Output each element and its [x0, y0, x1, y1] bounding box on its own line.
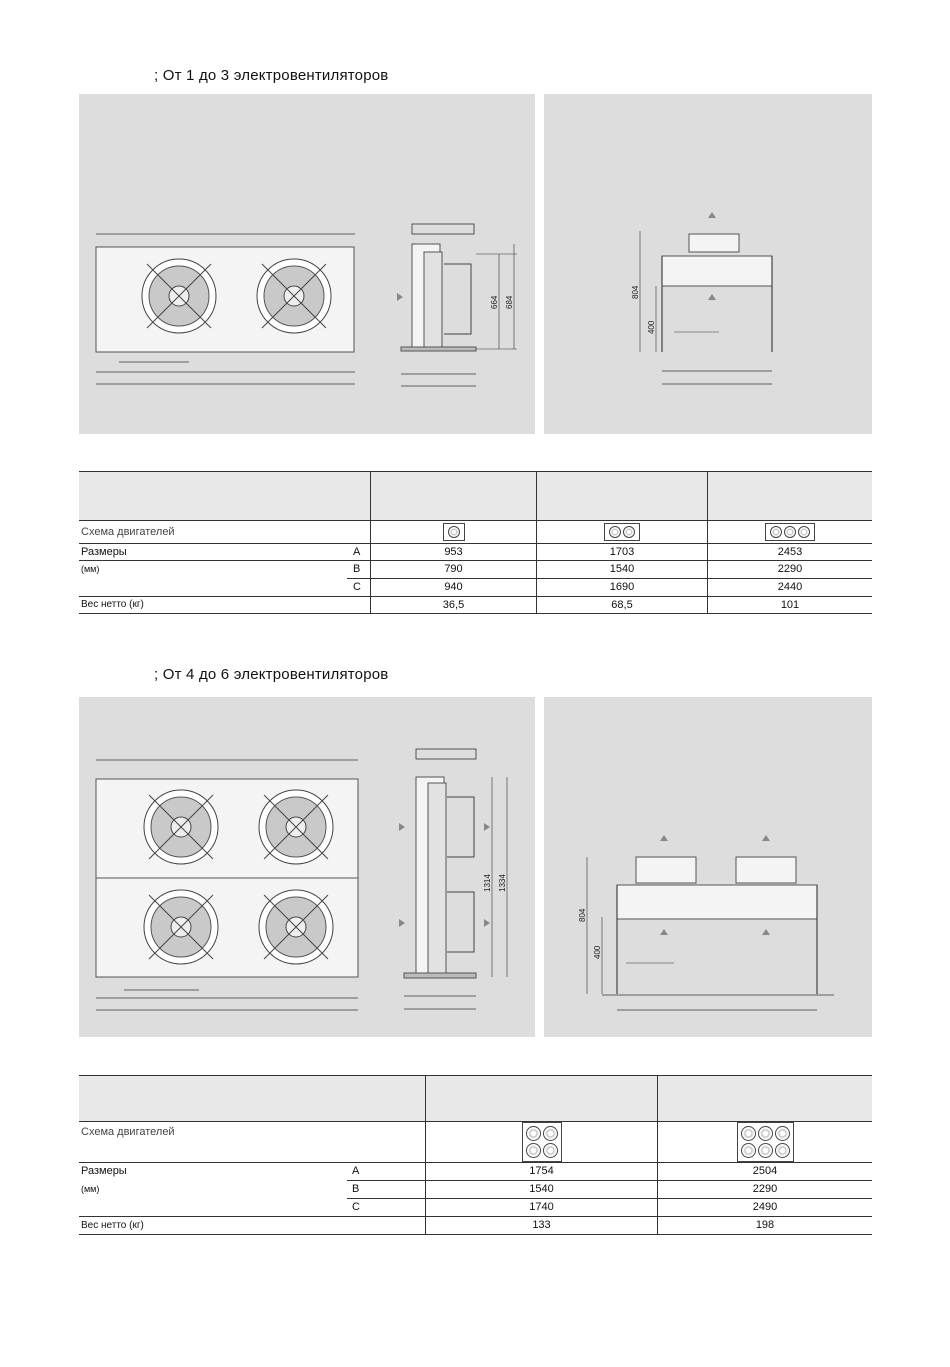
airflow-arrow-icon [484, 919, 490, 927]
cell-value: 2504 [752, 1165, 778, 1177]
fan-icon [623, 526, 635, 538]
fan-scheme-1 [443, 523, 465, 541]
section1-heading: ; От 1 до 3 электровентиляторов [154, 67, 389, 84]
row-label-dims: Размеры [81, 1165, 127, 1177]
fan-scheme-6 [737, 1122, 794, 1162]
dim-letter: C [352, 1201, 360, 1213]
airflow-arrow-icon [397, 293, 403, 301]
fan-icon [741, 1126, 756, 1141]
cell-value: 1540 [529, 1183, 554, 1195]
airflow-arrow-icon [399, 823, 405, 831]
table-row [79, 1198, 872, 1216]
table-row [79, 1180, 872, 1198]
table-row [79, 1216, 872, 1234]
dim-label: 804 [631, 285, 640, 299]
fan-icon [775, 1126, 790, 1141]
fan-scheme-4 [522, 1122, 562, 1162]
fan-icon [526, 1126, 541, 1141]
dim-label: 664 [490, 295, 499, 309]
dim-label: 684 [505, 295, 514, 309]
table-header-band [79, 1075, 872, 1121]
fan-icon [784, 526, 796, 538]
fan-icon [144, 790, 218, 864]
table-row [79, 1122, 872, 1162]
cell-value: 36,5 [442, 598, 465, 611]
table-row [79, 578, 872, 596]
fan-icon [758, 1126, 773, 1141]
dim-label: 400 [647, 320, 656, 334]
fan-icon [770, 526, 782, 538]
drawing-panel-top-view-1 [79, 94, 535, 434]
unit-drawing-1 [79, 94, 535, 434]
cell-value: 101 [780, 598, 800, 611]
drawing-panel-top-view-2 [79, 697, 535, 1037]
airflow-arrow-icon [708, 294, 716, 300]
airflow-arrow-icon [762, 929, 770, 935]
cell-value: 790 [444, 563, 463, 575]
table-row [79, 543, 872, 561]
cell-value: 1740 [529, 1201, 554, 1213]
unit-drawing-2 [79, 697, 535, 1037]
airflow-arrow-icon [399, 919, 405, 927]
dim-label: 1314 [483, 874, 492, 892]
row-label-weight: Вес нетто (кг) [81, 599, 144, 610]
airflow-arrow-icon [660, 929, 668, 935]
drawing-panel-front-view-1 [544, 94, 872, 434]
cell-value: 2290 [752, 1183, 778, 1195]
fan-scheme-2 [604, 523, 640, 541]
cell-value: 940 [444, 581, 463, 593]
spec-table-1 [79, 471, 872, 614]
drawing-panel-front-view-2 [544, 697, 872, 1037]
row-label-scheme: Схема двигателей [81, 1126, 175, 1138]
spec-table-2 [79, 1075, 872, 1235]
cell-value: 68,5 [611, 598, 633, 611]
table-row [79, 1162, 872, 1180]
fan-icon [526, 1143, 541, 1158]
row-label-dims: Размеры [81, 545, 127, 558]
cell-value: 1754 [529, 1165, 554, 1177]
dim-letter: A [352, 1165, 360, 1177]
fan-icon [609, 526, 621, 538]
front-drawing-1 [544, 94, 872, 434]
fan-icon [142, 259, 216, 333]
table-row [79, 521, 872, 544]
row-label-weight: Вес нетто (кг) [81, 1219, 144, 1231]
cell-value: 2290 [777, 563, 803, 575]
fan-icon [775, 1143, 790, 1158]
row-label-scheme: Схема двигателей [81, 526, 175, 538]
airflow-arrow-icon [660, 835, 668, 841]
cell-value: 953 [444, 545, 463, 558]
table-header-band [79, 471, 872, 520]
fan-scheme-3 [765, 523, 815, 541]
cell-value: 2440 [777, 581, 803, 593]
fan-icon [543, 1143, 558, 1158]
fan-icon [257, 259, 331, 333]
dim-letter: B [353, 563, 361, 575]
cell-value: 1703 [609, 545, 635, 558]
fan-icon [259, 890, 333, 964]
fan-icon [758, 1143, 773, 1158]
front-drawing-2 [544, 697, 872, 1037]
section2-heading: ; От 4 до 6 электровентиляторов [154, 666, 389, 683]
dim-label: 1334 [498, 874, 507, 892]
dim-letter: C [353, 581, 361, 593]
table-row [79, 560, 872, 578]
cell-value: 1540 [609, 563, 635, 575]
fan-icon [448, 526, 460, 538]
airflow-arrow-icon [708, 212, 716, 218]
table-row [79, 596, 872, 613]
fan-icon [543, 1126, 558, 1141]
row-label-units: (мм) [81, 564, 100, 574]
cell-value: 133 [532, 1219, 551, 1231]
cell-value: 1690 [609, 581, 635, 593]
dim-label: 400 [593, 945, 602, 959]
dim-label: 804 [578, 908, 587, 922]
airflow-arrow-icon [484, 823, 490, 831]
cell-value: 2490 [752, 1201, 778, 1213]
cell-value: 2453 [777, 545, 803, 558]
fan-icon [741, 1143, 756, 1158]
airflow-arrow-icon [762, 835, 770, 841]
dim-letter: A [353, 545, 361, 558]
row-label-units: (мм) [81, 1184, 100, 1194]
fan-icon [259, 790, 333, 864]
fan-icon [798, 526, 810, 538]
fan-icon [144, 890, 218, 964]
dim-letter: B [352, 1183, 360, 1195]
cell-value: 198 [755, 1219, 775, 1231]
